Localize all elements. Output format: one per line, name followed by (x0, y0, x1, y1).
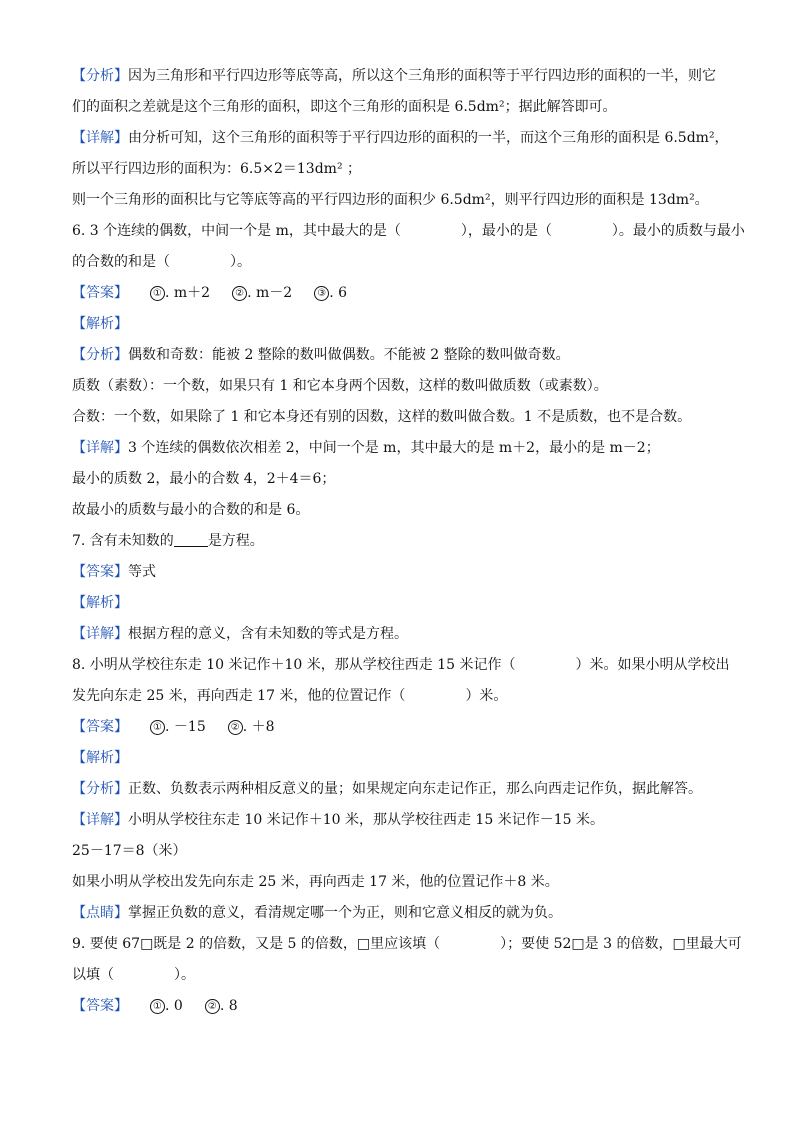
q8-detail: 【详解】小明从学校往东走 10 米记作＋10 米，那从学校往西走 15 米记作－15 米。 (72, 812, 604, 828)
circled-number: ③ (314, 286, 329, 301)
answer-tag: 【答案】 (72, 285, 128, 301)
q7-question: 7. 含有未知数的 是方程。 (72, 533, 264, 549)
q9-line1: 9. 要使 67□既是 2 的倍数，又是 5 的倍数，□里应该填（ ）；要使 52□是 3 的倍数，□里最大可 (72, 936, 742, 952)
circled-number: ② (205, 999, 220, 1014)
answer-underline (174, 531, 208, 547)
q6-answer: 【答案】 ① . m＋2 ② . m－2 ③ . 6 (72, 285, 348, 301)
p1-line2: 们的面积之差就是这个三角形的面积，即这个三角形的面积是 6.5dm²；据此解答即可。 (72, 99, 617, 115)
q6-detail3: 故最小的质数与最小的合数的和是 6。 (72, 502, 310, 518)
circled-number: ① (150, 286, 165, 301)
circled-number: ② (228, 720, 243, 735)
answer-tag: 【答案】 (72, 719, 128, 735)
q6-explain (72, 314, 128, 334)
q8-conclusion: 如果小明从学校出发先向东走 25 米，再向西走 17 米，他的位置记作＋8 米。 (72, 874, 559, 890)
q6-composite: 合数：一个数，如果除了 1 和它本身还有别的因数，这样的数叫做合数。1 不是质数，也不是合数。 (72, 409, 692, 425)
q9-answer: 【答案】 ① . 0 ② . 8 (72, 998, 238, 1014)
p1-line1: 【分析】因为三角形和平行四边形等底等高，所以这个三角形的面积等于平行四边形的面积的一半，则它 (72, 68, 716, 84)
q6-detail2: 最小的质数 2，最小的合数 4，2＋4＝6； (72, 471, 336, 487)
q8-answer: 【答案】 ① . －15 ② . ＋8 (72, 719, 275, 735)
q8-calc: 25－17＝8（米） (72, 843, 187, 859)
q8-comment: 【点睛】掌握正负数的意义，看清规定哪一个为正，则和它意义相反的就为负。 (72, 905, 562, 921)
q8-analysis: 【分析】正数、负数表示两种相反意义的量；如果规定向东走记作正，那么向西走记作负，据此解答。 (72, 781, 702, 797)
q8-explain (72, 748, 128, 768)
circled-number: ① (150, 999, 165, 1014)
explain-tag: 【解析】 (72, 316, 128, 332)
q8-line1: 8. 小明从学校往东走 10 米记作＋10 米，那从学校往西走 15 米记作（ ）米。如果小明从学校出 (72, 657, 730, 673)
comment-tag: 【点睛】 (72, 905, 128, 921)
detail-tag: 【详解】 (72, 812, 128, 828)
p1-line5: 则一个三角形的面积比与它等底等高的平行四边形的面积少 6.5dm²，则平行四边形的面积是 13dm²。 (72, 192, 709, 208)
detail-tag: 【详解】 (72, 626, 128, 642)
detail-tag: 【详解】 (72, 440, 128, 456)
q7-explain (72, 593, 128, 613)
q6-line2: 的合数的和是（ ）。 (72, 254, 251, 270)
p1-line3: 【详解】由分析可知，这个三角形的面积等于平行四边形的面积的一半，而这个三角形的面积是 6.5dm²， (72, 130, 729, 146)
answer-tag: 【答案】 (72, 998, 128, 1014)
q7-answer: 【答案】等式 (72, 564, 156, 580)
p1-line4: 所以平行四边形的面积为：6.5×2＝13dm² ； (72, 161, 362, 177)
q6-line1: 6. 3 个连续的偶数，中间一个是 m，其中最大的是（ ），最小的是（ ）。最小的质数与最小 (72, 223, 745, 239)
q8-line2: 发先向东走 25 米，再向西走 17 米，他的位置记作（ ）米。 (72, 688, 508, 704)
explain-tag: 【解析】 (72, 595, 128, 611)
analysis-tag: 【分析】 (72, 347, 128, 363)
analysis-tag: 【分析】 (72, 781, 128, 797)
circled-number: ② (232, 286, 247, 301)
q7-detail: 【详解】根据方程的意义，含有未知数的等式是方程。 (72, 626, 408, 642)
analysis-tag: 【分析】 (72, 68, 128, 84)
detail-tag: 【详解】 (72, 130, 128, 146)
q9-line2: 以填（ ）。 (72, 967, 195, 983)
answer-tag: 【答案】 (72, 564, 128, 580)
q6-detail: 【详解】3 个连续的偶数依次相差 2，中间一个是 m，其中最大的是 m＋2，最小的是 m－2； (72, 440, 660, 456)
q6-prime: 质数（素数）：一个数，如果只有 1 和它本身两个因数，这样的数叫做质数（或素数）。 (72, 378, 608, 394)
explain-tag: 【解析】 (72, 750, 128, 766)
q6-analysis: 【分析】偶数和奇数：能被 2 整除的数叫做偶数。不能被 2 整除的数叫做奇数。 (72, 347, 570, 363)
circled-number: ① (150, 720, 165, 735)
